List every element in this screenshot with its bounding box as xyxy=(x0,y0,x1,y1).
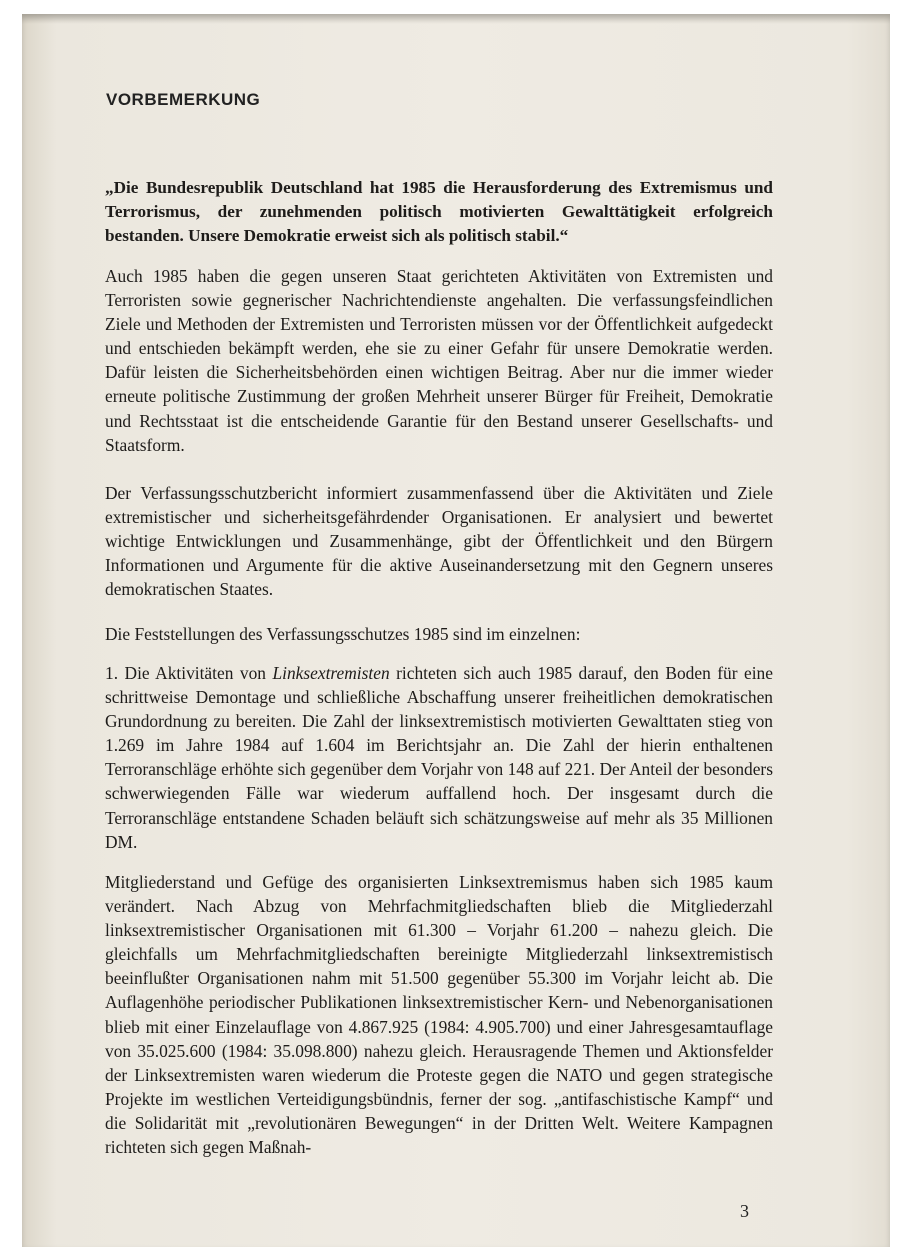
document-page xyxy=(22,14,890,1247)
paragraph-left-extremists-rest: richteten sich auch 1985 darauf, den Boden für eine schrittweise Demontage und schließliche Abschaffung unserer freiheitlichen demokratischen Grundordnung zu bereiten. Die Zahl der linksextremistisch motivierten Gewalttaten stieg von 1.269 im Jahre 1984 auf 1.604 im Berichtsjahr an. Die Zahl der hierin enthaltenen Terroranschläge erhöhte sich gegenüber dem Vorjahr von 148 auf 221. Der Anteil der besonders schwerwiegenden Fälle war wiederum auffallend hoch. Der insgesamt durch die Terroranschläge entstandene Schaden beläuft sich schätzungsweise auf mehr als 35 Millionen DM. xyxy=(105,663,773,852)
paragraph-findings-lead: Die Feststellungen des Verfassungsschutzes 1985 sind im einzelnen: xyxy=(105,624,581,644)
paragraph-report-purpose: Der Verfassungsschutzbericht informiert zusammenfassend über die Aktivitäten und Ziele extremistischer und sicherheitsgefährdender Organisationen. Er analysiert und bewertet wichtige Entwicklungen und Zusammenhänge, gibt der Öffentlichkeit und den Bürgern Informationen und Argumente für die aktive Auseinandersetzung mit den Gegnern unseres demokratischen Staates. xyxy=(105,483,773,600)
paragraph-membership: Mitgliederstand und Gefüge des organisierten Linksextremismus haben sich 1985 kaum verändert. Nach Abzug von Mehrfachmitgliedschaften blieb die Mitgliederzahl linksextremistischer Organisationen mit 61.300 – Vorjahr 61.200 – nahezu gleich. Die gleichfalls um Mehrfachmitgliedschaften bereinigte Mitgliederzahl linksextremistisch beeinflußter Organisationen nahm mit 51.500 gegenüber 55.300 im Vorjahr leicht ab. Die Auflagenhöhe periodischer Publikationen linksextremistischer Kern- und Nebenorganisationen blieb mit einer Einzelauflage von 4.867.925 (1984: 4.905.700) und einer Jahresgesamtauflage von 35.025.600 (1984: 35.098.800) nahezu gleich. Herausragende Themen und Aktionsfelder der Linksextremisten waren wiederum die Proteste gegen die NATO und gegen strategische Projekte im westlichen Verteidigungsbündnis, ferner der sog. „antifaschistische Kampf“ und die Solidarität mit „revolutionären Bewegungen“ in der Dritten Welt. Weitere Kampagnen richteten sich gegen Maßnah- xyxy=(105,872,773,1158)
lead-quote: „Die Bundesrepublik Deutschland hat 1985 die Herausforderung des Extremismus und Terrorismus, der zunehmenden politisch motivierten Gewalttätigkeit erfolgreich bestanden. Unsere Demokratie erweist sich als politisch stabil.“ xyxy=(105,178,773,245)
paragraph-left-extremists-prefix: 1. Die Aktivitäten von xyxy=(105,663,266,683)
paragraph-left-extremists-emphasis: Linksextremisten xyxy=(272,663,390,683)
page-number: 3 xyxy=(740,1201,749,1221)
paragraph-left-extremists xyxy=(105,661,773,854)
paragraph-intro: Auch 1985 haben die gegen unseren Staat gerichteten Aktivitäten von Extremisten und Terroristen sowie gegnerischer Nachrichtendienste angehalten. Die verfassungsfeindlichen Ziele und Methoden der Extremisten und Terroristen müssen vor der Öffentlichkeit aufgedeckt und entschieden bekämpft werden, ehe sie zu einer Gefahr für unsere Demokratie werden. Dafür leisten die Sicherheitsbehörden einen wichtigen Beitrag. Aber nur die immer wieder erneute politische Zustimmung der großen Mehrheit unserer Bürger für Freiheit, Demokratie und Rechtsstaat ist die entscheidende Garantie für den Bestand unserer Gesellschafts- und Staatsform. xyxy=(105,266,773,455)
page-heading: VORBEMERKUNG xyxy=(106,90,261,109)
